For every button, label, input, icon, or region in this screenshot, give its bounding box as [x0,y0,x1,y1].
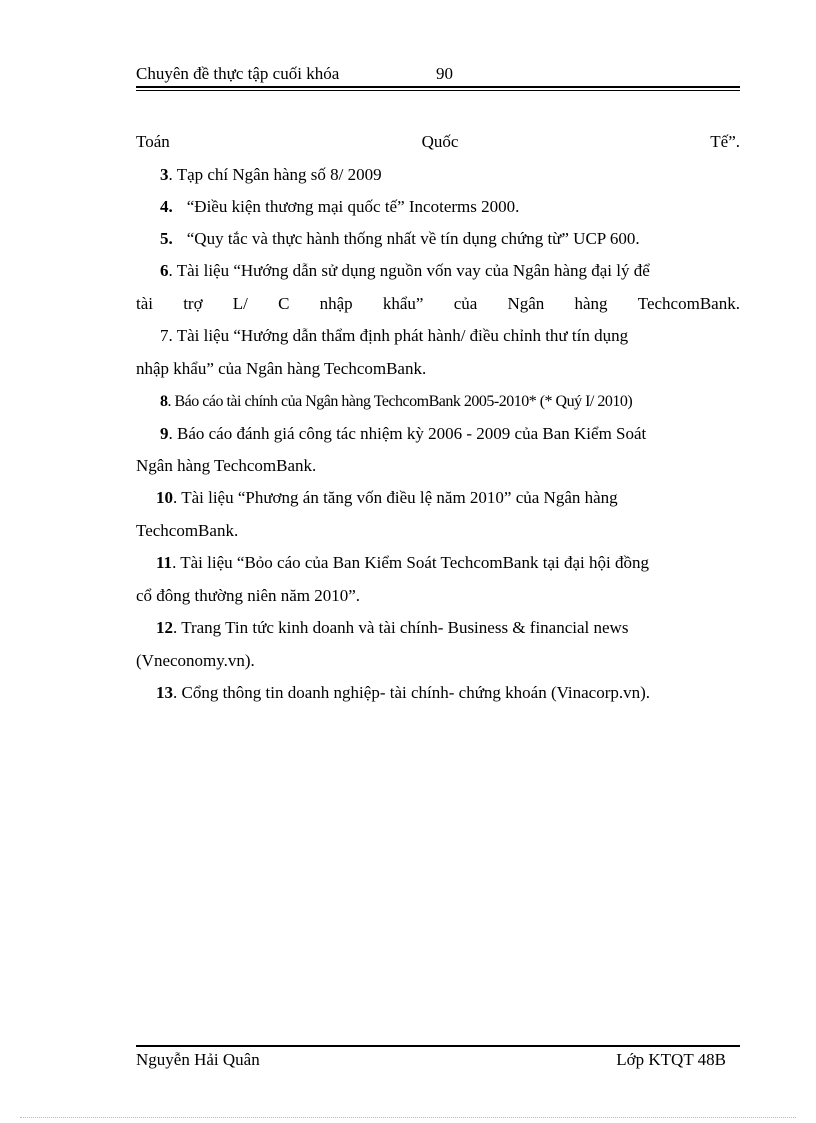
ref-item-12-cont: (Vneconomy.vn). [136,651,255,670]
ref-item-12: 12. Trang Tin tức kinh doanh và tài chính- Business & financial news [156,618,629,637]
ref-item-7-cont: nhập khẩu” của Ngân hàng TechcomBank. [136,359,427,378]
ref-item-11-cont: cổ đông thường niên năm 2010”. [136,586,361,605]
ref-item-6: 6. Tài liệu “Hướng dẫn sử dụng nguồn vốn vay của Ngân hàng đại lý để [160,261,650,280]
ref-item-13: 13. Cổng thông tin doanh nghiệp- tài chính- chứng khoán (Vinacorp.vn). [156,683,651,702]
ref-item-5: 5. “Quy tắc và thực hành thống nhất về tín dụng chứng từ” UCP 600. [160,229,640,248]
ref-item-8: 8. Báo cáo tài chính của Ngân hàng TechcomBank 2005-2010* (* Quý I/ 2010) [160,393,633,410]
footer-rule [136,1045,740,1047]
ref-item-10: 10. Tài liệu “Phương án tăng vốn điều lệ năm 2010” của Ngân hàng [156,488,618,507]
continuation-line: Toán Quốc Tế”. [136,132,740,151]
header-rule [136,86,740,88]
ref-item-3: 3. Tạp chí Ngân hàng số 8/ 2009 [160,165,382,184]
ref-item-7: 7. Tài liệu “Hướng dẫn thẩm định phát hành/ điều chỉnh thư tín dụng [160,326,629,345]
header-rule-thin [136,90,740,91]
header-title: Chuyên đề thực tập cuối khóa [136,64,340,83]
ref-item-11: 11. Tài liệu “Bỏo cáo của Ban Kiểm Soát TechcomBank tại đại hội đồng [156,553,649,572]
ref-item-9: 9. Báo cáo đánh giá công tác nhiệm kỳ 2006 - 2009 của Ban Kiểm Soát [160,424,647,443]
footer-author: Nguyễn Hải Quân [136,1050,260,1069]
bottom-dotted-border [20,1117,796,1118]
ref-item-9-cont: Ngân hàng TechcomBank. [136,456,317,475]
page-number: 90 [436,64,453,83]
ref-item-4: 4. “Điều kiện thương mại quốc tế” Incoterms 2000. [160,197,520,216]
ref-item-10-cont: TechcomBank. [136,521,239,540]
ref-item-6-cont: tài trợ L/ C nhập khẩu” của Ngân hàng TechcomBank. [136,294,740,313]
footer-class: Lớp KTQT 48B [616,1050,726,1069]
